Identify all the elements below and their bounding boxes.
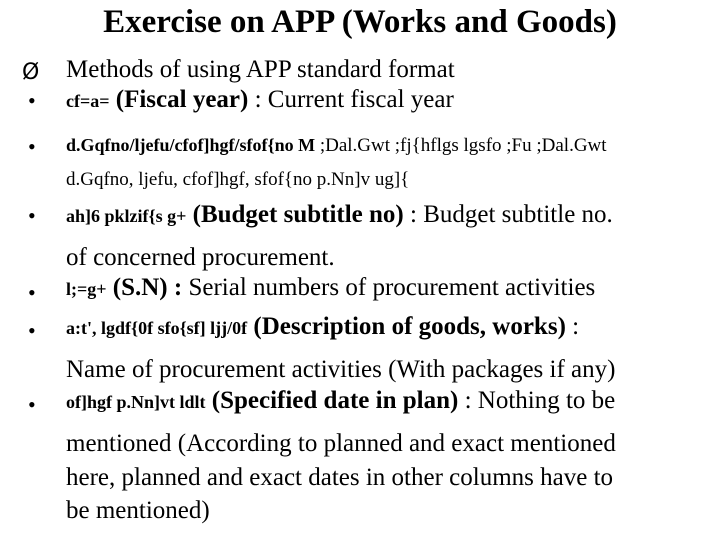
bullet-icon: • <box>28 134 36 159</box>
item-description: : Current fiscal year <box>248 86 454 113</box>
item-description: Serial numbers of procurement activities <box>182 274 596 301</box>
nepali-label: ah]6 pklzif{s g+ <box>66 206 187 226</box>
bullet-icon: • <box>28 392 36 417</box>
list-item-description <box>66 313 579 341</box>
bullet-icon: • <box>28 88 36 113</box>
item-description: : Budget subtitle no. <box>403 201 613 228</box>
list-item-specified-date <box>66 387 615 415</box>
list-item-continuation: here, planned and exact dates in other columns have to <box>66 464 614 491</box>
item-description: ;Dal.Gwt ;fj{hflgs lgsfo ;Fu ;Dal.Gwt <box>315 135 607 156</box>
list-item-continuation: Name of procurement activities (With packages if any) <box>66 356 616 383</box>
list-item-continuation: be mentioned) <box>66 497 210 524</box>
nepali-label: l;=g+ <box>66 279 107 299</box>
item-term: (Fiscal year) <box>115 86 249 113</box>
nepali-label: of]hgf p.Nn]vt ldlt <box>66 392 206 412</box>
list-item-fiscal-year <box>66 86 454 114</box>
nepali-label: cf=a= <box>66 91 110 111</box>
arrow-bullet-icon: Ø <box>22 60 40 85</box>
list-item-continuation: mentioned (According to planned and exact mentioned <box>66 430 616 457</box>
page-title: Exercise on APP (Works and Goods) <box>103 4 617 40</box>
list-item-serial-number <box>66 274 595 302</box>
bullet-icon: • <box>28 203 36 228</box>
list-item-continuation: of concerned procurement. <box>66 244 335 271</box>
nepali-label: a:t', lgdf{0f sfo{sf] ljj/0f <box>66 318 248 338</box>
nepali-label: d.Gqfno/ljefu/cfof]hgf/sfof{no M <box>66 135 316 155</box>
list-item-budget-subtitle <box>66 201 613 229</box>
item-description: : <box>565 313 580 340</box>
section-heading: Methods of using APP standard format <box>66 56 455 83</box>
item-description: : Nothing to be <box>458 387 616 414</box>
list-item-ministry <box>66 135 607 157</box>
bullet-icon: • <box>28 318 36 343</box>
list-item-continuation: d.Gqfno, ljefu, cfof]hgf, sfof{no p.Nn]v ug]{ <box>66 169 410 190</box>
item-term: (S.N) : <box>112 274 183 301</box>
item-term: (Budget subtitle no) <box>192 201 404 228</box>
item-term: (Specified date in plan) <box>211 387 459 414</box>
item-term: (Description of goods, works) <box>253 313 566 340</box>
bullet-icon: • <box>28 280 36 305</box>
